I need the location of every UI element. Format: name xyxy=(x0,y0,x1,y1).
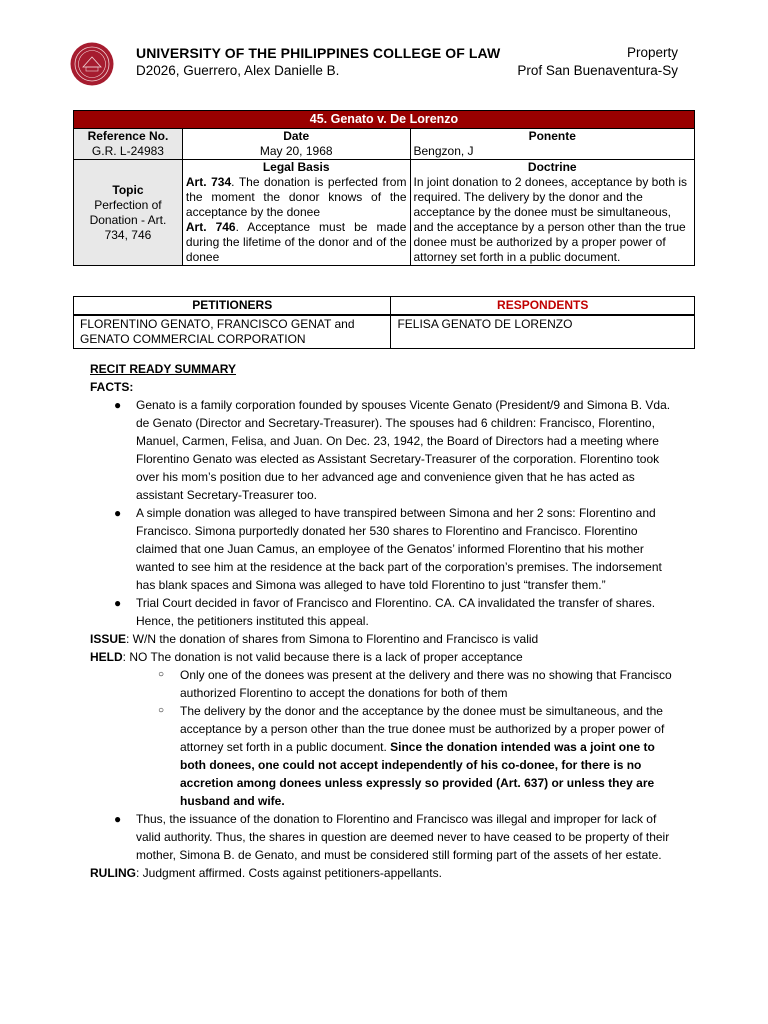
fact-item xyxy=(90,396,680,504)
case-info-table xyxy=(73,110,695,266)
ruling-line xyxy=(90,864,680,882)
held-sub-list xyxy=(90,666,680,810)
legal-basis-cell xyxy=(182,160,410,266)
university-seal-icon xyxy=(70,42,114,86)
legal-basis-label: Legal Basis xyxy=(262,160,330,174)
held-sub-text: Only one of the donees was present at the delivery and there was no showing that Francisco authorized Florentino to accept the donations for both of them xyxy=(180,668,672,700)
ponente-cell xyxy=(410,129,695,160)
ruling-label: RULING xyxy=(90,866,136,880)
held-line xyxy=(90,648,680,666)
issue-line xyxy=(90,630,680,648)
facts-list xyxy=(90,396,680,630)
university-title: UNIVERSITY OF THE PHILIPPINES COLLEGE OF LAW xyxy=(136,45,501,61)
student-info: D2026, Guerrero, Alex Danielle B. xyxy=(136,63,340,78)
art-746-text: . Acceptance must be made during the lifetime of the donor and of the donee xyxy=(185,220,407,264)
bullet-icon: ● xyxy=(114,596,122,610)
art-746-label: Art. 746 xyxy=(185,220,236,234)
ponente-value: Bengzon, J xyxy=(413,144,474,158)
held-sub-item xyxy=(90,702,680,810)
subject-label: Property xyxy=(626,45,678,60)
held-sub-text: The delivery by the donor and the acceptance by the donee must be simultaneous, and the acceptance by a person other than the true donee must be authorized by a proper power of attorney set forth in a public document. xyxy=(180,704,665,754)
reference-cell xyxy=(74,129,183,160)
held-sub-bold-text: Since the donation intended was a joint one to both donees, one could not accept independently of his co-donee, for there is no accretion among donees unless expressly so provided (Art. 637) or unless they are husband and wife. xyxy=(180,740,655,808)
doctrine-label: Doctrine xyxy=(527,160,577,174)
petitioners-label: PETITIONERS xyxy=(74,297,391,316)
art-734-text: . The donation is perfected from the moment the donor knows of the acceptance by the donee xyxy=(185,175,407,219)
fact-text: Genato is a family corporation founded by spouses Vicente Genato (President/9 and Simona B. Vda. de Genato (Director and Secretary-Treasurer). The spouses had 6 children: Francisco, Florentino, Manuel, Carmen, Felisa, and Juan. On Dec. 23, 1942, the Board of Directors had a meeting where Florentino Genato was elected as Assistant Secretary-Treasurer of the corporation. Florentino took over his mom’s position due to her advanced age and convenience given that he has acted as assistant Secretary-Treasurer too. xyxy=(136,398,671,502)
date-cell xyxy=(182,129,410,160)
reference-value: G.R. L-24983 xyxy=(91,144,164,158)
held-label: HELD xyxy=(90,650,123,664)
fact-item xyxy=(90,504,680,594)
date-label: Date xyxy=(283,129,310,143)
legal-basis-art-734 xyxy=(186,175,407,220)
topic-cell xyxy=(74,160,183,266)
ruling-text: : Judgment affirmed. Costs against petitioners-appellants. xyxy=(136,866,442,880)
ponente-label: Ponente xyxy=(528,129,576,143)
issue-label: ISSUE xyxy=(90,632,127,646)
art-734-label: Art. 734 xyxy=(185,175,232,189)
bullet-icon: ● xyxy=(114,506,122,520)
held-conclusion-text: Thus, the issuance of the donation to Florentino and Francisco was illegal and improper for lack of valid authority. Thus, the shares in question are deemed never to have ceased to be property of their mother, Simona B. de Genato, and must be considered still forming part of the assets of her estate. xyxy=(136,812,670,862)
held-text: : NO The donation is not valid because there is a lack of proper acceptance xyxy=(122,650,523,664)
topic-value: Perfection of Donation - Art. 734, 746 xyxy=(89,197,167,242)
bullet-icon: ● xyxy=(114,398,122,412)
parties-table xyxy=(73,296,695,349)
case-title: 45. Genato v. De Lorenzo xyxy=(74,111,695,129)
held-conclusion-item xyxy=(90,810,680,864)
date-value: May 20, 1968 xyxy=(259,144,333,158)
bullet-icon: ● xyxy=(114,812,122,826)
petitioners-value: FLORENTINO GENATO, FRANCISCO GENAT and GENATO COMMERCIAL CORPORATION xyxy=(74,315,391,349)
issue-text: : W/N the donation of shares from Simona to Florentino and Francisco is valid xyxy=(126,632,539,646)
fact-text: A simple donation was alleged to have transpired between Simona and her 2 sons: Florentino and Francisco. Simona purportedly donated her 530 shares to Florentino and Francisco. Florentino claimed that one Juan Camus, an employee of the Genatos’ informed Florentino that his mother wanted to see him at the residence at the back part of the corporation’s premises. The indorsement has blank spaces and Simona was alleged to have told Florentino to just “transfer them.” xyxy=(136,506,662,592)
page-header xyxy=(70,42,678,90)
reference-label: Reference No. xyxy=(87,129,169,143)
doctrine-value: In joint donation to 2 donees, acceptance by both is required. The delivery by the donor and the acceptance by the donee must be simultaneous, and the acceptance by a person other than the true donee must be authorized by a proper power of attorney set forth in a public document. xyxy=(413,175,688,264)
doctrine-cell xyxy=(410,160,695,266)
held-conclusion-list xyxy=(90,810,680,864)
fact-text: Trial Court decided in favor of Francisco and Florentino. CA. CA invalidated the transfer of shares. Hence, the petitioners instituted this appeal. xyxy=(136,596,656,628)
professor-label: Prof San Buenaventura-Sy xyxy=(517,63,678,78)
facts-label: FACTS: xyxy=(90,380,134,394)
fact-item xyxy=(90,594,680,630)
topic-label: Topic xyxy=(112,182,144,197)
circle-bullet-icon: ○ xyxy=(158,705,165,716)
summary-heading: RECIT READY SUMMARY xyxy=(90,362,237,376)
legal-basis-art-746 xyxy=(186,220,407,265)
circle-bullet-icon: ○ xyxy=(158,669,165,680)
respondents-value: FELISA GENATO DE LORENZO xyxy=(391,315,695,349)
respondents-label: RESPONDENTS xyxy=(391,297,695,316)
held-sub-item xyxy=(90,666,680,702)
recit-summary xyxy=(90,360,680,882)
